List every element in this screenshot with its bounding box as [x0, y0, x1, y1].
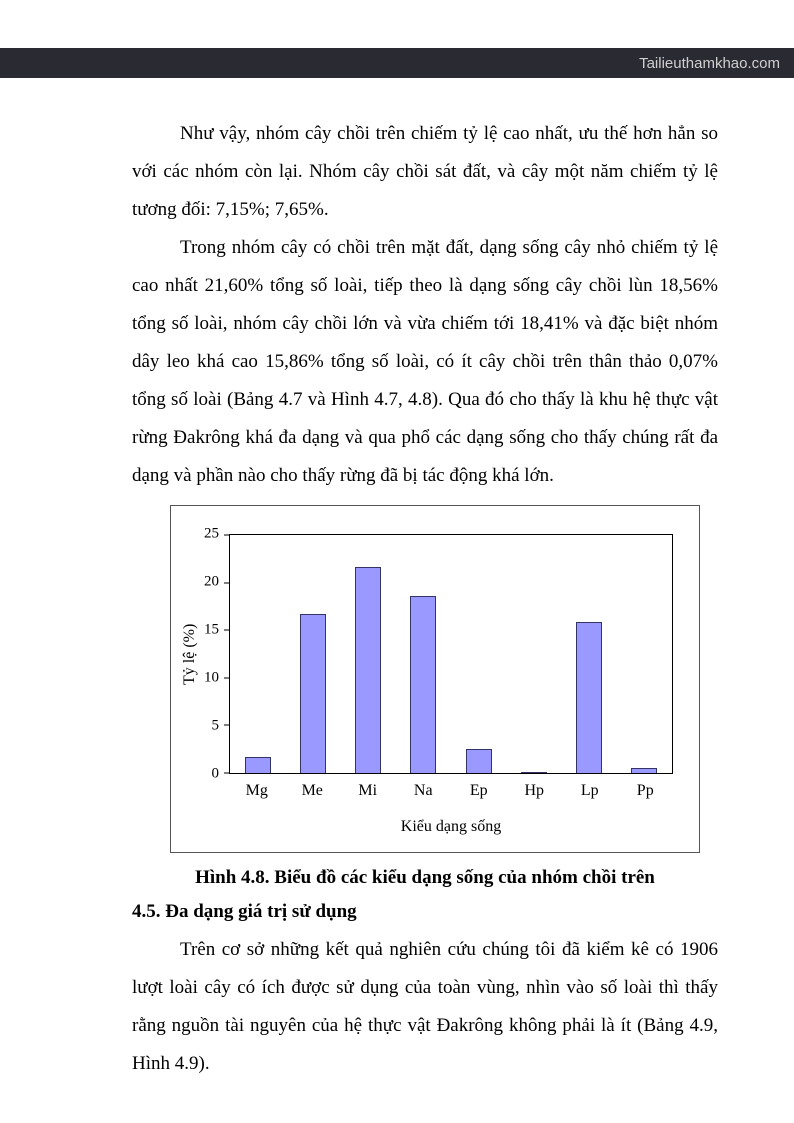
bar-slot-Mg	[230, 535, 285, 773]
x-tick-label-Ep: Ep	[469, 782, 488, 799]
y-tick-label-0: 0	[211, 765, 219, 782]
x-tick-label-Mg: Mg	[245, 782, 268, 799]
y-tick-label-5: 5	[211, 717, 219, 734]
y-axis-ticks	[197, 525, 227, 782]
y-tick-label-25: 25	[204, 525, 219, 542]
bar-slot-Lp	[562, 535, 617, 773]
y-tick-label-10: 10	[204, 669, 219, 686]
y-tick-mark	[224, 582, 230, 583]
bar-Lp	[576, 622, 602, 773]
figure-4-8	[132, 505, 718, 889]
y-tick-label-15: 15	[204, 621, 219, 638]
bar-slot-Na	[396, 535, 451, 773]
x-tick-label-Lp: Lp	[580, 782, 599, 799]
y-tick-label-20: 20	[204, 573, 219, 590]
bar-slot-Mi	[341, 535, 396, 773]
bar-Me	[300, 614, 326, 773]
x-axis-ticks	[229, 782, 673, 800]
bars-row	[230, 535, 672, 773]
bar-slot-Hp	[506, 535, 561, 773]
y-tick-mark	[224, 773, 230, 774]
bar-chart	[170, 505, 700, 853]
bar-slot-Ep	[451, 535, 506, 773]
document-page	[0, 48, 794, 1123]
x-tick-label-Me: Me	[301, 782, 323, 799]
site-link[interactable]: Tailieuthamkhao.com	[639, 54, 780, 72]
paragraph-3: Trên cơ sở những kết quả nghiên cứu chúng tôi đã kiểm kê có 1906 lượt loài cây có ích được sử dụng của toàn vùng, nhìn vào số loài thì thấy rằng nguồn tài nguyên của hệ thực vật Đakrông không phải là ít (Bảng 4.9, Hình 4.9).	[132, 939, 718, 1074]
bar-Hp	[521, 772, 547, 773]
plot-area	[229, 534, 673, 774]
y-tick-mark	[224, 677, 230, 678]
y-tick-mark	[224, 535, 230, 536]
y-axis-title: Tỷ lệ (%)	[181, 623, 198, 685]
section-heading: 4.5. Đa dạng giá trị sử dụng	[132, 901, 357, 922]
site-header-bar	[0, 48, 794, 78]
x-tick-label-Na: Na	[413, 782, 433, 799]
bar-slot-Pp	[617, 535, 672, 773]
paragraph-2: Trong nhóm cây có chồi trên mặt đất, dạng sống cây nhỏ chiếm tỷ lệ cao nhất 21,60% tổng số loài, tiếp theo là dạng sống cây chồi lùn 18,56% tổng số loài, nhóm cây chồi lớn và vừa chiếm tới 18,41% và đặc biệt nhóm dây leo khá cao 15,86% tổng số loài, có ít cây chồi trên thân thảo 0,07% tổng số loài (Bảng 4.7 và Hình 4.7, 4.8). Qua đó cho thấy là khu hệ thực vật rừng Đakrông khá đa dạng và qua phổ các dạng sống cho thấy chúng rất đa dạng và phần nào cho thấy rừng đã bị tác động khá lớn.	[132, 237, 718, 486]
bar-Ep	[466, 749, 492, 773]
paragraph-1: Như vậy, nhóm cây chồi trên chiếm tỷ lệ cao nhất, ưu thế hơn hẳn so với các nhóm còn lại. Nhóm cây chồi sát đất, và cây một năm chiếm tỷ lệ tương đối: 7,15%; 7,65%.	[132, 123, 718, 220]
bar-slot-Me	[285, 535, 340, 773]
bar-Pp	[631, 768, 657, 773]
bar-Mg	[245, 757, 271, 773]
bar-Na	[410, 596, 436, 773]
bar-Mi	[355, 567, 381, 773]
figure-caption: Hình 4.8. Biểu đồ các kiểu dạng sống của nhóm chồi trên	[195, 867, 655, 888]
page-content	[132, 115, 718, 1083]
x-tick-label-Pp: Pp	[636, 782, 654, 799]
x-tick-label-Mi: Mi	[358, 782, 378, 799]
x-axis-title: Kiểu dạng sống	[400, 818, 502, 835]
y-tick-mark	[224, 630, 230, 631]
x-tick-label-Hp: Hp	[524, 782, 545, 799]
y-tick-mark	[224, 725, 230, 726]
